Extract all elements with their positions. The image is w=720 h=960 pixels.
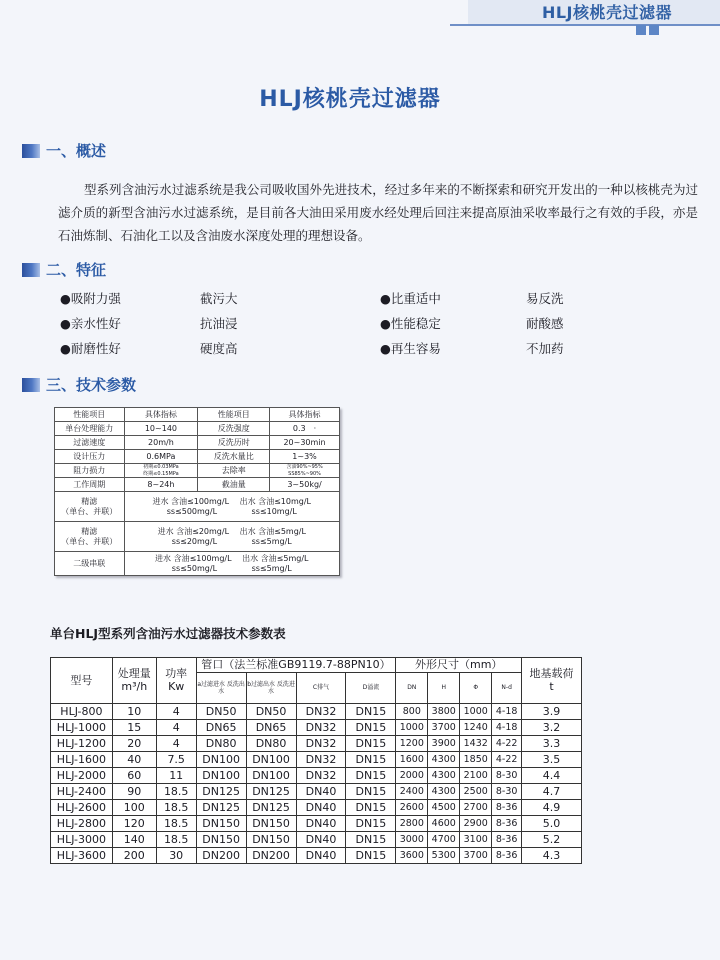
table-cell: 140 xyxy=(112,831,156,847)
section-overview-heading xyxy=(22,140,106,161)
table-cell: 8-36 xyxy=(492,847,522,863)
table-cell: 4 xyxy=(156,735,196,751)
note-label: （单台、并联） xyxy=(61,536,118,546)
section-marker-icon xyxy=(22,378,40,392)
note-line: ss≤20mg/L ss≤5mg/L xyxy=(171,536,292,546)
note-label: 二级串联 xyxy=(73,558,106,568)
table-row xyxy=(55,450,340,464)
table-cell-line: SS85%~90% xyxy=(288,470,321,477)
table-cell: 3.3 xyxy=(522,735,582,751)
table-cell: 2500 xyxy=(460,783,492,799)
table-cell: 4500 xyxy=(428,799,460,815)
table-cell: 8-30 xyxy=(492,783,522,799)
table-cell: 去除率 xyxy=(198,464,270,478)
table-cell: 1000 xyxy=(396,719,428,735)
table-cell: 1600 xyxy=(396,751,428,767)
note-line: 进水 含油≤100mg/L 出水 含油≤5mg/L xyxy=(155,554,309,563)
table-cell: DN125 xyxy=(196,799,246,815)
table-cell: DN150 xyxy=(246,815,296,831)
header-load xyxy=(522,658,582,704)
table-header-cell: 具体指标 xyxy=(124,408,198,422)
header-rule xyxy=(450,24,720,26)
section-marker-icon xyxy=(22,263,40,277)
table-cell: DN15 xyxy=(346,751,396,767)
table-cell: 4.3 xyxy=(522,847,582,863)
table-cell: 8-36 xyxy=(492,831,522,847)
table-cell: DN100 xyxy=(246,767,296,783)
table-cell xyxy=(124,522,339,552)
table-cell: 0.6MPa xyxy=(124,450,198,464)
table-cell-line: 含油90%~95% xyxy=(286,464,323,470)
table-cell: 3900 xyxy=(428,735,460,751)
table-row xyxy=(51,719,582,735)
section-marker-icon xyxy=(22,144,40,158)
table-cell: 3000 xyxy=(396,831,428,847)
table-cell: 3100 xyxy=(460,831,492,847)
table-cell: 4-22 xyxy=(492,735,522,751)
feature-item: 不加药 xyxy=(526,341,564,356)
subheader-nd: N-d xyxy=(492,672,522,703)
table-cell: 3~50kg/ xyxy=(270,478,340,492)
table-cell: 18.5 xyxy=(156,799,196,815)
table-cell: DN125 xyxy=(246,783,296,799)
table-cell: 4.4 xyxy=(522,767,582,783)
header-model: 型号 xyxy=(51,658,113,704)
table-cell: HLJ-2600 xyxy=(51,799,113,815)
spec-header-row xyxy=(51,658,582,673)
feature-item: ●耐磨性好 xyxy=(60,341,121,356)
table-header-cell: 性能项目 xyxy=(198,408,270,422)
table-cell: 1850 xyxy=(460,751,492,767)
note-label: （单台、并联） xyxy=(61,506,118,516)
table-row xyxy=(51,735,582,751)
subheader-phi: Φ xyxy=(460,672,492,703)
overview-paragraph: 型系列含油污水过滤系统是我公司吸收国外先进技术，经过多年来的不断探索和研究开发出的一种以核桃壳为过滤介质的新型含油污水过滤系统，是目前各大油田采用废水经处理后回注来提高原油采收率最行之有效的手段，亦是石油炼制、石油化工以及含油废水深度处理的理想设备。 xyxy=(58,182,698,243)
table-cell: 3800 xyxy=(428,703,460,719)
table-cell: DN40 xyxy=(296,783,346,799)
table-cell: 设计压力 xyxy=(55,450,125,464)
table-cell: HLJ-2000 xyxy=(51,767,113,783)
table-cell: 1240 xyxy=(460,719,492,735)
table-cell: HLJ-3000 xyxy=(51,831,113,847)
table-cell: 20 xyxy=(112,735,156,751)
table-cell: 20m/h xyxy=(124,436,198,450)
table-cell: 1200 xyxy=(396,735,428,751)
table-cell: DN40 xyxy=(296,831,346,847)
table-cell: DN15 xyxy=(346,847,396,863)
table-cell: 3.5 xyxy=(522,751,582,767)
table-row xyxy=(55,522,340,552)
table-cell: 90 xyxy=(112,783,156,799)
feature-item: ●再生容易 xyxy=(380,341,441,356)
table-cell: DN50 xyxy=(246,703,296,719)
table-cell: DN15 xyxy=(346,799,396,815)
table-cell: DN65 xyxy=(246,719,296,735)
table-cell xyxy=(55,552,125,576)
table-cell: DN200 xyxy=(246,847,296,863)
feature-item: ●性能稳定 xyxy=(380,316,441,331)
feature-item: ●亲水性好 xyxy=(60,316,121,331)
subheader-a: a过滤进水 反洗出水 xyxy=(196,672,246,703)
table-cell: 5300 xyxy=(428,847,460,863)
table-row xyxy=(55,492,340,522)
table-cell: 0.3 · xyxy=(270,422,340,436)
table-cell: 1432 xyxy=(460,735,492,751)
header-capacity-unit: m³/h xyxy=(121,680,148,694)
header-title: HLJ核桃壳过滤器 xyxy=(541,3,672,22)
table-header-row xyxy=(55,408,340,422)
header-power xyxy=(156,658,196,704)
spec-table xyxy=(50,657,582,864)
table-cell: 3.2 xyxy=(522,719,582,735)
table-cell: 4 xyxy=(156,703,196,719)
table-cell: 4300 xyxy=(428,783,460,799)
subheader-dn: DN xyxy=(396,672,428,703)
table-cell: DN100 xyxy=(246,751,296,767)
table-cell: 3700 xyxy=(460,847,492,863)
table-cell: DN150 xyxy=(196,831,246,847)
table-cell: 100 xyxy=(112,799,156,815)
table-cell: 8-36 xyxy=(492,799,522,815)
header-dimensions: 外形尺寸（mm） xyxy=(396,658,522,673)
table-cell: 5.0 xyxy=(522,815,582,831)
section-features-title: 二、特征 xyxy=(46,261,107,279)
header-capacity-label: 处理量 xyxy=(117,666,151,680)
table-cell: 11 xyxy=(156,767,196,783)
table-cell: DN80 xyxy=(246,735,296,751)
subheader-d: D溢流 xyxy=(346,672,396,703)
table-cell: DN100 xyxy=(196,751,246,767)
header-power-label: 功率 xyxy=(165,666,188,680)
feature-item: 易反洗 xyxy=(526,291,564,306)
table-cell: HLJ-2400 xyxy=(51,783,113,799)
table-cell: 2400 xyxy=(396,783,428,799)
table-cell: 2100 xyxy=(460,767,492,783)
table-cell: 4300 xyxy=(428,767,460,783)
table-cell: HLJ-3600 xyxy=(51,847,113,863)
table-cell: DN15 xyxy=(346,719,396,735)
table-header-cell: 性能项目 xyxy=(55,408,125,422)
table-cell: DN50 xyxy=(196,703,246,719)
table-cell: 2900 xyxy=(460,815,492,831)
table-cell: DN150 xyxy=(246,831,296,847)
subheader-h: H xyxy=(428,672,460,703)
table-cell: 2800 xyxy=(396,815,428,831)
table-cell-line: 终期≤0.15MPa xyxy=(143,470,179,477)
feature-item: 硬度高 xyxy=(200,341,238,356)
table-cell: DN32 xyxy=(296,703,346,719)
table-cell: DN40 xyxy=(296,847,346,863)
table-cell-line: 初期≤0.03MPa xyxy=(143,464,179,470)
table-cell: DN32 xyxy=(296,719,346,735)
table-cell: 800 xyxy=(396,703,428,719)
table-cell: 截油量 xyxy=(198,478,270,492)
table-cell: 4-18 xyxy=(492,703,522,719)
table-cell: 4.7 xyxy=(522,783,582,799)
table-row xyxy=(51,767,582,783)
table-cell: DN200 xyxy=(196,847,246,863)
table-cell xyxy=(124,464,198,478)
feature-item: ●比重适中 xyxy=(380,291,441,306)
header-load-label: 地基载荷 xyxy=(529,666,574,680)
table-cell: 4700 xyxy=(428,831,460,847)
table-cell: HLJ-1200 xyxy=(51,735,113,751)
table-cell: 18.5 xyxy=(156,831,196,847)
table-cell xyxy=(55,492,125,522)
table-cell: 5.2 xyxy=(522,831,582,847)
note-line: ss≤50mg/L ss≤5mg/L xyxy=(171,563,292,573)
table-cell: 8~24h xyxy=(124,478,198,492)
section-overview-title: 一、概述 xyxy=(46,142,107,160)
table-cell: DN15 xyxy=(346,703,396,719)
table-cell: 120 xyxy=(112,815,156,831)
table-cell: DN125 xyxy=(196,783,246,799)
table-header-cell: 具体指标 xyxy=(270,408,340,422)
feature-item: 截污大 xyxy=(200,291,238,306)
section-tech-title: 三、技术参数 xyxy=(46,376,137,394)
table-cell: DN80 xyxy=(196,735,246,751)
table-cell: 阻力损力 xyxy=(55,464,125,478)
tech-parameter-table xyxy=(54,407,340,576)
table-row xyxy=(55,552,340,576)
header-capacity xyxy=(112,658,156,704)
table-cell: 4 xyxy=(156,719,196,735)
table-cell: DN150 xyxy=(196,815,246,831)
table-row xyxy=(55,478,340,492)
table-cell: 15 xyxy=(112,719,156,735)
table-cell: HLJ-2800 xyxy=(51,815,113,831)
table-cell: 3600 xyxy=(396,847,428,863)
table-cell: 200 xyxy=(112,847,156,863)
table-cell: 反洗水量比 xyxy=(198,450,270,464)
table-cell: 40 xyxy=(112,751,156,767)
table-cell xyxy=(124,492,339,522)
table-cell: 18.5 xyxy=(156,783,196,799)
table-cell: DN40 xyxy=(296,799,346,815)
section-tech-heading xyxy=(22,374,136,395)
table-cell: DN40 xyxy=(296,815,346,831)
table-cell: 4600 xyxy=(428,815,460,831)
feature-item: ●吸附力强 xyxy=(60,291,121,306)
table-row xyxy=(51,703,582,719)
table-row xyxy=(55,422,340,436)
spec-table-body xyxy=(51,703,582,863)
table-cell: 4-18 xyxy=(492,719,522,735)
table-cell: 单台处理能力 xyxy=(55,422,125,436)
table-cell: 8-30 xyxy=(492,767,522,783)
table-row xyxy=(51,751,582,767)
header-ports: 管口（法兰标准GB9119.7-88PN10） xyxy=(196,658,396,673)
table-row xyxy=(51,847,582,863)
table-cell: 3.9 xyxy=(522,703,582,719)
table-cell: 2700 xyxy=(460,799,492,815)
table-cell: 过滤速度 xyxy=(55,436,125,450)
subheader-c: C排气 xyxy=(296,672,346,703)
table-cell: 10~140 xyxy=(124,422,198,436)
table-row xyxy=(51,783,582,799)
header-load-unit: t xyxy=(549,680,554,694)
header-power-unit: Kw xyxy=(168,680,185,694)
table-cell: 反洗历时 xyxy=(198,436,270,450)
note-label: 精滤 xyxy=(81,496,98,506)
table-cell: 7.5 xyxy=(156,751,196,767)
table-cell: DN32 xyxy=(296,735,346,751)
table-row xyxy=(51,799,582,815)
table-cell: DN32 xyxy=(296,751,346,767)
table-cell: 3700 xyxy=(428,719,460,735)
table-cell: 反洗强度 xyxy=(198,422,270,436)
table-cell: 2000 xyxy=(396,767,428,783)
table-row xyxy=(51,815,582,831)
table-cell: 1000 xyxy=(460,703,492,719)
table-cell: 10 xyxy=(112,703,156,719)
table-cell: 30 xyxy=(156,847,196,863)
table-cell xyxy=(270,464,340,478)
table-cell: DN100 xyxy=(196,767,246,783)
subheader-b: b过滤出水 反洗进水 xyxy=(246,672,296,703)
features-grid xyxy=(60,290,620,357)
table-cell: HLJ-1000 xyxy=(51,719,113,735)
table-cell: DN15 xyxy=(346,767,396,783)
table-cell: 2600 xyxy=(396,799,428,815)
note-line: 进水 含油≤20mg/L 出水 含油≤5mg/L xyxy=(157,526,306,536)
table-cell: DN32 xyxy=(296,767,346,783)
table-cell: 工作周期 xyxy=(55,478,125,492)
note-line: ss≤500mg/L ss≤10mg/L xyxy=(166,506,297,516)
table-cell: 20~30min xyxy=(270,436,340,450)
table-cell xyxy=(124,552,339,576)
table-row xyxy=(51,831,582,847)
table-cell: 4300 xyxy=(428,751,460,767)
table-cell: DN15 xyxy=(346,783,396,799)
table-cell: DN15 xyxy=(346,831,396,847)
table-cell: HLJ-1600 xyxy=(51,751,113,767)
note-line: 进水 含油≤100mg/L 出水 含油≤10mg/L xyxy=(152,496,312,506)
table-cell xyxy=(55,522,125,552)
table-cell: 4.9 xyxy=(522,799,582,815)
table-cell: 8-36 xyxy=(492,815,522,831)
note-label: 精滤 xyxy=(81,526,98,536)
table-cell: HLJ-800 xyxy=(51,703,113,719)
table-row xyxy=(55,464,340,478)
section-features-heading xyxy=(22,259,106,280)
table-cell: 4-22 xyxy=(492,751,522,767)
table-cell: DN65 xyxy=(196,719,246,735)
feature-item: 抗油浸 xyxy=(200,316,238,331)
feature-item: 耐酸感 xyxy=(526,316,564,331)
table-cell: 60 xyxy=(112,767,156,783)
header-squares xyxy=(636,20,662,39)
table-cell: 1~3% xyxy=(270,450,340,464)
table-cell: 18.5 xyxy=(156,815,196,831)
table-row xyxy=(55,436,340,450)
table-cell: DN125 xyxy=(246,799,296,815)
table-cell: DN15 xyxy=(346,735,396,751)
document-title: HLJ核桃壳过滤器 xyxy=(259,87,441,112)
table-cell: DN15 xyxy=(346,815,396,831)
spec-table-caption: 单台HLJ型系列含油污水过滤器技术参数表 xyxy=(50,626,286,641)
